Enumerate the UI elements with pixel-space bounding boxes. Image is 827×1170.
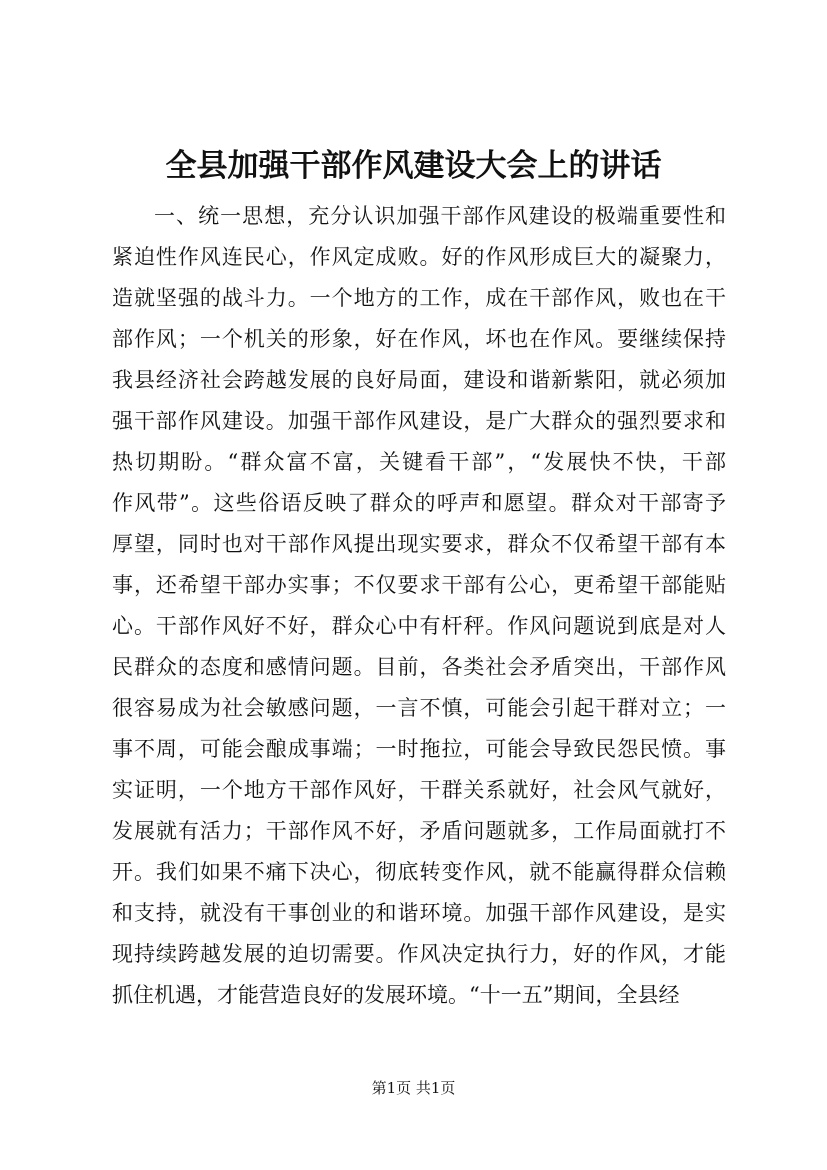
document-title: 全县加强干部作风建设大会上的讲话 [165, 148, 662, 184]
document-body [112, 196, 726, 1016]
body-line: 发展就有活力；干部作风不好，矛盾问题就多，工作局面就打不 [112, 819, 726, 843]
body-line: 现持续跨越发展的迫切需要。作风决定执行力，好的作风，才能 [112, 942, 726, 966]
body-line: 民群众的态度和感情问题。目前，各类社会矛盾突出，干部作风 [112, 655, 726, 679]
body-line: 我县经济社会跨越发展的良好局面，建设和谐新紫阳，就必须加 [112, 368, 726, 392]
body-line: 一、统一思想，充分认识加强干部作风建设的极端重要性和 [154, 204, 726, 228]
body-line: 强干部作风建设。加强干部作风建设，是广大群众的强烈要求和 [112, 409, 726, 433]
body-line: 厚望，同时也对干部作风提出现实要求，群众不仅希望干部有本 [112, 532, 726, 556]
body-line: 和支持，就没有干事创业的和谐环境。加强干部作风建设，是实 [112, 901, 726, 925]
page-number-footer: 第1页 共1页 [371, 1079, 456, 1097]
body-line: 抓住机遇，才能营造良好的发展环境。“十一五”期间，全县经 [112, 983, 680, 1007]
body-line: 开。我们如果不痛下决心，彻底转变作风，就不能赢得群众信赖 [112, 860, 726, 884]
body-line: 事，还希望干部办实事；不仅要求干部有公心，更希望干部能贴 [112, 573, 726, 597]
body-line: 心。干部作风好不好，群众心中有杆秤。作风问题说到底是对人 [112, 614, 726, 638]
body-line: 实证明，一个地方干部作风好，干群关系就好，社会风气就好， [112, 778, 726, 802]
body-line: 作风带”。这些俗语反映了群众的呼声和愿望。群众对干部寄予 [112, 491, 726, 515]
body-line: 紧迫性作风连民心，作风定成败。好的作风形成巨大的凝聚力， [112, 245, 726, 269]
body-line: 造就坚强的战斗力。一个地方的工作，成在干部作风，败也在干 [112, 286, 726, 310]
body-line: 事不周，可能会酿成事端；一时拖拉，可能会导致民怨民愤。事 [112, 737, 726, 761]
body-line: 部作风；一个机关的形象，好在作风，坏也在作风。要继续保持 [112, 327, 726, 351]
body-line: 很容易成为社会敏感问题，一言不慎，可能会引起干群对立；一 [112, 696, 726, 720]
body-line: 热切期盼。“群众富不富，关键看干部”，“发展快不快，干部 [112, 450, 726, 474]
